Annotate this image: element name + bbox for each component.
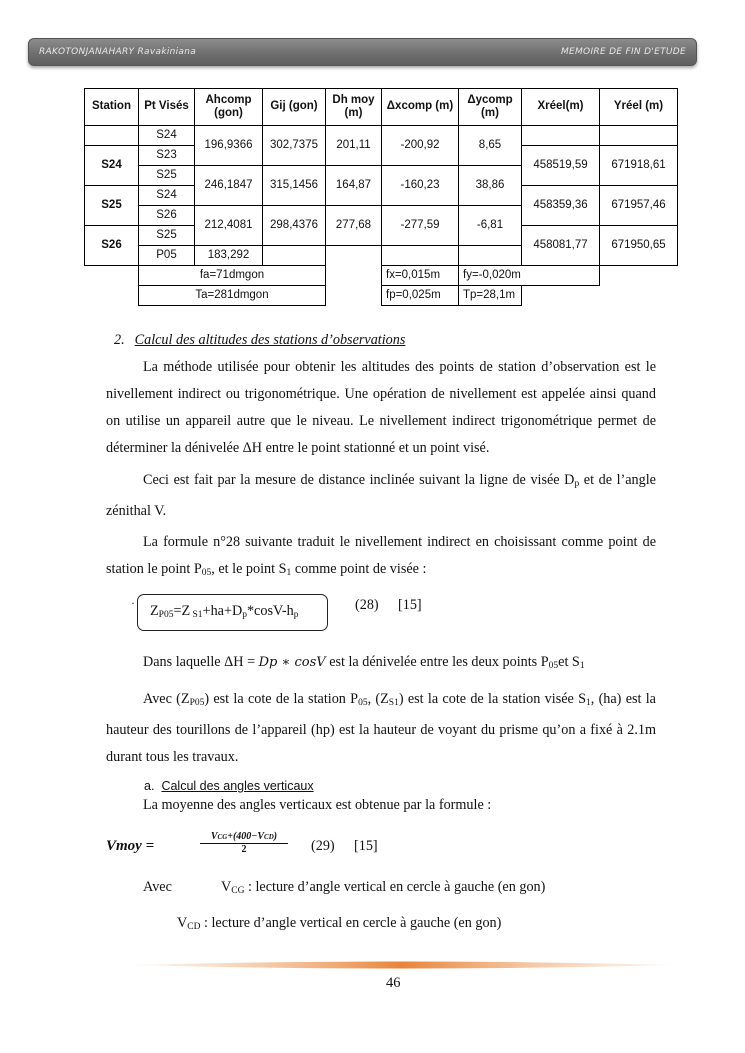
traverse-table <box>84 88 678 306</box>
dy-cell: 38,86 <box>459 166 522 206</box>
visee-cell: P05 <box>139 246 195 266</box>
y-cell: 671918,61 <box>600 146 678 186</box>
text-run: , (Z <box>367 691 389 707</box>
subscript: p <box>293 610 299 620</box>
paragraph-method: La méthode utilisée pour obtenir les altitudes des points de station d’observation est le nivellement indirect ou trigonométrique. Une opération de nivellement est appelée ainsi quand on utilise un appareil autre que le niveau. Le nivellement indirect trigonométrique permet de déterminer la dénivelée ΔH entre le point stationné et un point visé. <box>106 359 656 456</box>
text-run: Dans laquelle ΔH = <box>143 654 259 670</box>
text-run: ) est la cote de la station visée S <box>398 691 586 707</box>
subscript: P05 <box>189 698 205 708</box>
text-run: *cosV-h <box>246 603 294 619</box>
text-run: : lecture d’angle vertical en cercle à gauche (en gon) <box>200 915 502 931</box>
text-run: ) <box>273 831 278 842</box>
x-cell: 458359,36 <box>522 186 600 226</box>
visee-cell: S23 <box>139 146 195 166</box>
text-run: comme point de visée : <box>291 561 427 577</box>
formula-29-numerator <box>200 831 288 844</box>
text-run: , et le point S <box>211 561 287 577</box>
text-run: et de l’angle zénithal V. <box>106 472 656 519</box>
formula-28-number: (28) <box>355 597 379 613</box>
subscript: S1 <box>190 610 203 620</box>
text-run: Z <box>150 603 159 619</box>
col-header: Xréel(m) <box>522 89 600 126</box>
visee-cell: S25 <box>139 226 195 246</box>
empty-cell <box>600 286 678 306</box>
dx-cell: -200,92 <box>382 126 459 166</box>
gij-cell: 298,4376 <box>263 206 326 246</box>
empty-cell <box>85 286 139 306</box>
col-header: Station <box>85 89 139 126</box>
vcg-definition <box>221 879 545 896</box>
x-cell: 458519,59 <box>522 146 600 186</box>
empty-cell <box>522 286 600 306</box>
y-cell: 671950,65 <box>600 226 678 266</box>
formula-29-lhs: Vmoy = <box>106 838 155 854</box>
paragraph-distance <box>106 467 656 525</box>
visee-cell: S24 <box>139 186 195 206</box>
formula-28-box <box>137 594 328 631</box>
paragraph-denivelee <box>143 654 585 671</box>
x-cell: 458081,77 <box>522 226 600 266</box>
dy-cell <box>459 246 522 266</box>
paragraph-moyenne: La moyenne des angles verticaux est obtenue par la formule : <box>143 797 492 813</box>
subscript: 1 <box>585 698 591 708</box>
table-row <box>85 266 678 286</box>
bullet-dot: · <box>131 596 135 610</box>
empty-cell <box>600 266 678 286</box>
station-cell <box>85 126 139 146</box>
station-cell: S26 <box>85 226 139 266</box>
dx-cell: -160,23 <box>382 166 459 206</box>
paragraph-formula-intro <box>106 529 656 587</box>
subscript: 05 <box>201 568 212 578</box>
ta-cell: Ta=281dmgon <box>139 286 326 306</box>
fy-cell: fy=-0,020m <box>459 266 600 286</box>
math-expression: Dp ∗ cosV <box>258 655 326 670</box>
col-header: Ahcomp (gon) <box>195 89 263 126</box>
text-run: La formule n°28 suivante traduit le nivellement indirect en choisissant comme point de station le point P <box>106 534 656 577</box>
footer-decoration <box>132 959 672 971</box>
subscript: 05 <box>548 661 559 671</box>
ahcomp-cell: 212,4081 <box>195 206 263 246</box>
subsection-a-heading <box>144 779 314 793</box>
subscript: CG <box>217 833 228 841</box>
table-row <box>85 286 678 306</box>
subscript: CD <box>187 922 201 932</box>
station-cell: S25 <box>85 186 139 226</box>
text-run: +ha+D <box>202 603 243 619</box>
visee-cell: S26 <box>139 206 195 226</box>
text-run: V <box>221 879 232 895</box>
dh-cell: 164,87 <box>326 166 382 206</box>
empty-cell <box>326 266 382 286</box>
gij-cell <box>263 246 326 266</box>
text-run: V <box>210 831 218 842</box>
text-run: Ceci est fait par la mesure de distance inclinée suivant la ligne de visée D <box>143 472 575 488</box>
col-header: Gij (gon) <box>263 89 326 126</box>
col-header: Δycomp (m) <box>459 89 522 126</box>
subscript: 1 <box>286 568 292 578</box>
subscript: 1 <box>579 661 585 671</box>
dx-cell: -277,59 <box>382 206 459 246</box>
text-run: =Z <box>173 603 191 619</box>
subscript: p <box>574 479 580 489</box>
fp-cell: fp=0,025m <box>382 286 459 306</box>
ahcomp-cell: 183,292 <box>195 246 263 266</box>
col-header: Δxcomp (m) <box>382 89 459 126</box>
subscript: 05 <box>358 698 368 708</box>
text-run: ) est la cote de la station P <box>204 691 359 707</box>
text-run: et S <box>558 654 580 670</box>
table-row <box>85 126 678 146</box>
subscript: P05 <box>158 610 174 620</box>
ahcomp-cell: 246,1847 <box>195 166 263 206</box>
empty-cell <box>326 286 382 306</box>
y-cell: 671957,46 <box>600 186 678 226</box>
dx-cell <box>382 246 459 266</box>
subsection-title: Calcul des angles verticaux <box>161 779 314 793</box>
col-header: Yréel (m) <box>600 89 678 126</box>
text-run: +(400−V <box>227 831 265 842</box>
gij-cell: 302,7375 <box>263 126 326 166</box>
formula-29-ref: [15] <box>354 838 378 854</box>
empty-cell <box>85 266 139 286</box>
subsection-letter: a. <box>144 779 155 793</box>
x-cell <box>522 126 600 146</box>
subscript: CG <box>231 886 245 896</box>
formula-29-number: (29) <box>311 838 335 854</box>
page-number: 46 <box>386 975 401 991</box>
header-title: MEMOIRE DE FIN D'ETUDE <box>560 47 686 57</box>
tp-cell: Tp=28,1m <box>459 286 522 306</box>
dy-cell: 8,65 <box>459 126 522 166</box>
page-header <box>28 38 697 66</box>
visee-cell: S24 <box>139 126 195 146</box>
dh-cell: 277,68 <box>326 206 382 246</box>
subscript: p <box>242 610 247 620</box>
empty-cell <box>326 246 382 266</box>
visee-cell: S25 <box>139 166 195 186</box>
header-author: RAKOTONJANAHARY Ravakiniana <box>39 47 197 57</box>
formula-29-denominator: 2 <box>241 844 247 855</box>
table-header-row <box>85 89 678 126</box>
col-header: Dh moy (m) <box>326 89 382 126</box>
station-cell: S24 <box>85 146 139 186</box>
y-cell <box>600 126 678 146</box>
avec-label: Avec <box>143 879 172 895</box>
text-run: , (ha) est la hauteur des tourillons de l’appareil (hp) est la hauteur de voyant du prisme qu’on a fixé à 2.1m durant tous les travaux. <box>106 691 656 765</box>
text-run: est la dénivelée entre les deux points P <box>325 654 549 670</box>
dh-cell: 201,11 <box>326 126 382 166</box>
dy-cell: -6,81 <box>459 206 522 246</box>
subscript: S1 <box>388 698 399 708</box>
text-run: V <box>177 915 188 931</box>
col-header: Pt Visés <box>139 89 195 126</box>
vcd-definition <box>177 915 501 932</box>
ahcomp-cell: 196,9366 <box>195 126 263 166</box>
paragraph-avec <box>106 686 656 771</box>
gij-cell: 315,1456 <box>263 166 326 206</box>
section-title: Calcul des altitudes des stations d’observations <box>134 332 406 348</box>
text-run: Avec (Z <box>143 691 190 707</box>
text-run: : lecture d’angle vertical en cercle à gauche (en gon) <box>244 879 546 895</box>
fx-cell: fx=0,015m <box>382 266 459 286</box>
fa-cell: fa=71dmgon <box>139 266 326 286</box>
formula-29-fraction <box>200 831 288 855</box>
section-number: 2. <box>114 332 125 348</box>
formula-28-ref: [15] <box>398 597 422 613</box>
section-2-heading <box>114 332 405 349</box>
subscript: CD <box>264 833 274 841</box>
